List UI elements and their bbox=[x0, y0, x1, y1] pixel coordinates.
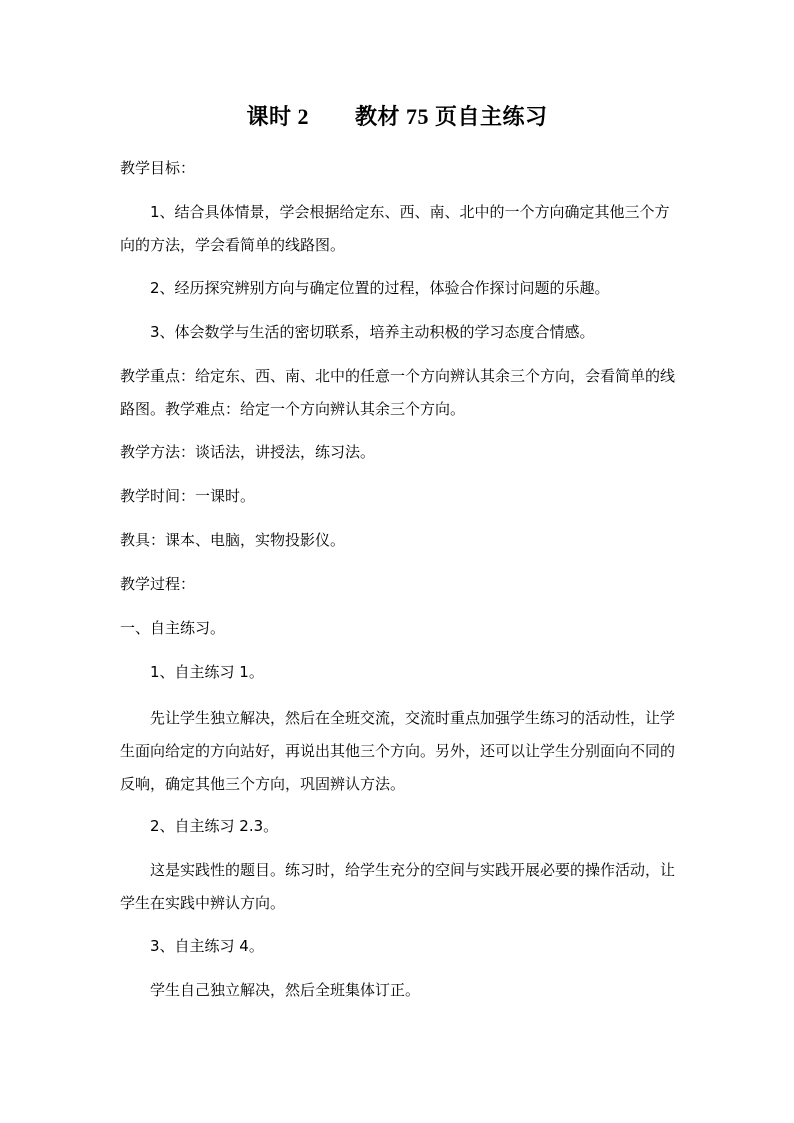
paragraph-objectives-heading: 教学目标： bbox=[120, 159, 196, 177]
title-lesson: 课时 2 bbox=[246, 104, 309, 129]
paragraph-exercise-1-detail: 先让学生独立解决，然后在全班交流，交流时重点加强学生练习的活动性，让学生面向给定的方向站好，再说出其他三个方向。另外，还可以让学生分别面向不同的反响，确定其他三个方向，巩固辨认方法。 bbox=[120, 709, 676, 793]
paragraph-methods: 教学方法：谈话法，讲授法，练习法。 bbox=[120, 443, 376, 461]
paragraph-time: 教学时间：一课时。 bbox=[120, 487, 256, 505]
paragraph-objective-1: 1、结合具体情景，学会根据给定东、西、南、北中的一个方向确定其他三个方向的方法，学会看简单的线路图。 bbox=[120, 203, 670, 254]
page-title bbox=[0, 102, 794, 132]
paragraph-objective-3: 3、体会数学与生活的密切联系，培养主动积极的学习态度合情感。 bbox=[150, 323, 595, 341]
paragraph-exercise-2-detail: 这是实践性的题目。练习时，给学生充分的空间与实践开展必要的操作活动，让学生在实践中辨认方向。 bbox=[120, 861, 676, 912]
paragraph-process-heading: 教学过程： bbox=[120, 575, 196, 593]
paragraph-exercise-1: 1、自主练习 1。 bbox=[150, 663, 264, 681]
paragraph-key-points: 教学重点：给定东、西、南、北中的任意一个方向辨认其余三个方向，会看简单的线路图。教学难点：给定一个方向辨认其余三个方向。 bbox=[120, 367, 676, 418]
paragraph-exercise-3: 3、自主练习 4。 bbox=[150, 937, 264, 955]
paragraph-exercise-2: 2、自主练习 2.3。 bbox=[150, 817, 279, 835]
paragraph-exercise-3-detail: 学生自己独立解决，然后全班集体订正。 bbox=[150, 981, 421, 999]
title-topic: 教材 75 页自主练习 bbox=[355, 104, 548, 129]
paragraph-section-1: 一、自主练习。 bbox=[120, 619, 226, 637]
paragraph-tools: 教具：课本、电脑，实物投影仪。 bbox=[120, 531, 346, 549]
paragraph-objective-2: 2、经历探究辨别方向与确定位置的过程，体验合作探讨问题的乐趣。 bbox=[150, 279, 610, 297]
